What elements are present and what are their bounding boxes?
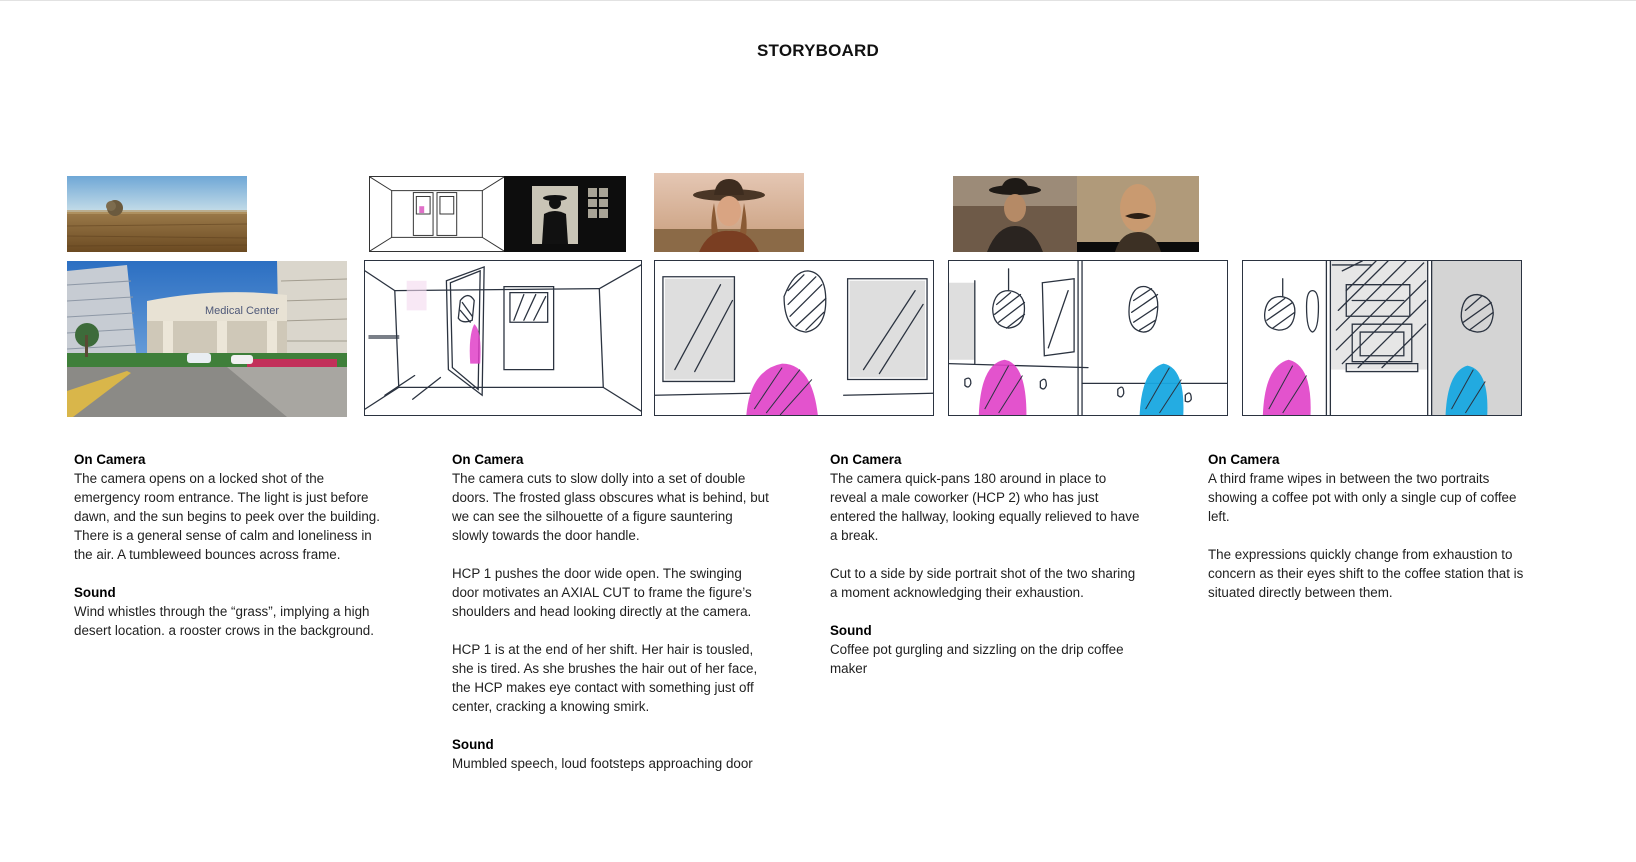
sound-heading: Sound — [830, 623, 872, 638]
reference-two-portraits — [953, 176, 1199, 252]
sound-text: Coffee pot gurgling and sizzling on the drip coffee maker — [830, 642, 1124, 676]
on-camera-heading: On Camera — [1208, 452, 1280, 467]
on-camera-text: The camera cuts to slow dolly into a set of double doors. The frosted glass obscures what is behind, but we can see the silhouette of a figure sauntering slowly towards the door handle. — [452, 471, 769, 543]
medical-center-photo — [67, 261, 347, 417]
reference-doors-sketch — [369, 176, 505, 252]
sound-text: Wind whistles through the “grass”, implying a high desert location. a rooster crows in the background. — [74, 604, 374, 638]
on-camera-heading: On Camera — [452, 452, 524, 467]
sketch-frame-portrait-her — [654, 260, 934, 416]
on-camera-text: The camera opens on a locked shot of the emergency room entrance. The light is just before dawn, and the sun begins to peek over the building. There is a general sense of calm and loneliness in the air. A tumbleweed bounces across frame. — [74, 471, 380, 562]
on-camera-text-3: HCP 1 is at the end of her shift. Her hair is tousled, she is tired. As she brushes the hair out of her face, the HCP makes eye contact with something just off center, cracking a knowing smirk. — [452, 642, 758, 714]
reference-cowboy-portrait — [654, 173, 804, 252]
sound-heading: Sound — [452, 737, 494, 752]
reference-silhouette-image — [504, 176, 626, 252]
on-camera-text: The camera quick-pans 180 around in place to reveal a male coworker (HCP 2) who has just entered the hallway, looking equally relieved to have a break. — [830, 471, 1140, 543]
sound-heading: Sound — [74, 585, 116, 600]
on-camera-heading: On Camera — [74, 452, 146, 467]
notes-column-4 — [1208, 450, 1524, 602]
sketch-frame-side-by-side — [948, 260, 1228, 416]
notes-column-3 — [830, 450, 1140, 678]
on-camera-text-2: Cut to a side by side portrait shot of the two sharing a moment acknowledging their exhaustion. — [830, 566, 1136, 600]
sketch-frame-doors — [364, 260, 642, 416]
on-camera-text: A third frame wipes in between the two portraits showing a coffee pot with only a single cup of coffee left. — [1208, 471, 1517, 524]
on-camera-text-2: HCP 1 pushes the door wide open. The swinging door motivates an AXIAL CUT to frame the figure’s shoulders and head looking directly at the camera. — [452, 566, 752, 619]
sketch-frame-coffee-pot — [1242, 260, 1522, 416]
on-camera-text-2: The expressions quickly change from exhaustion to concern as their eyes shift to the coffee station that is situated directly between them. — [1208, 547, 1524, 600]
sound-text: Mumbled speech, loud footsteps approaching door — [452, 756, 753, 771]
notes-column-1 — [74, 450, 384, 640]
top-border — [0, 0, 1636, 1]
on-camera-heading: On Camera — [830, 452, 902, 467]
medical-center-sign: Medical Center — [205, 305, 279, 317]
notes-column-2 — [452, 450, 770, 773]
reference-desert-image — [67, 176, 247, 252]
page-title: STORYBOARD — [757, 41, 879, 60]
